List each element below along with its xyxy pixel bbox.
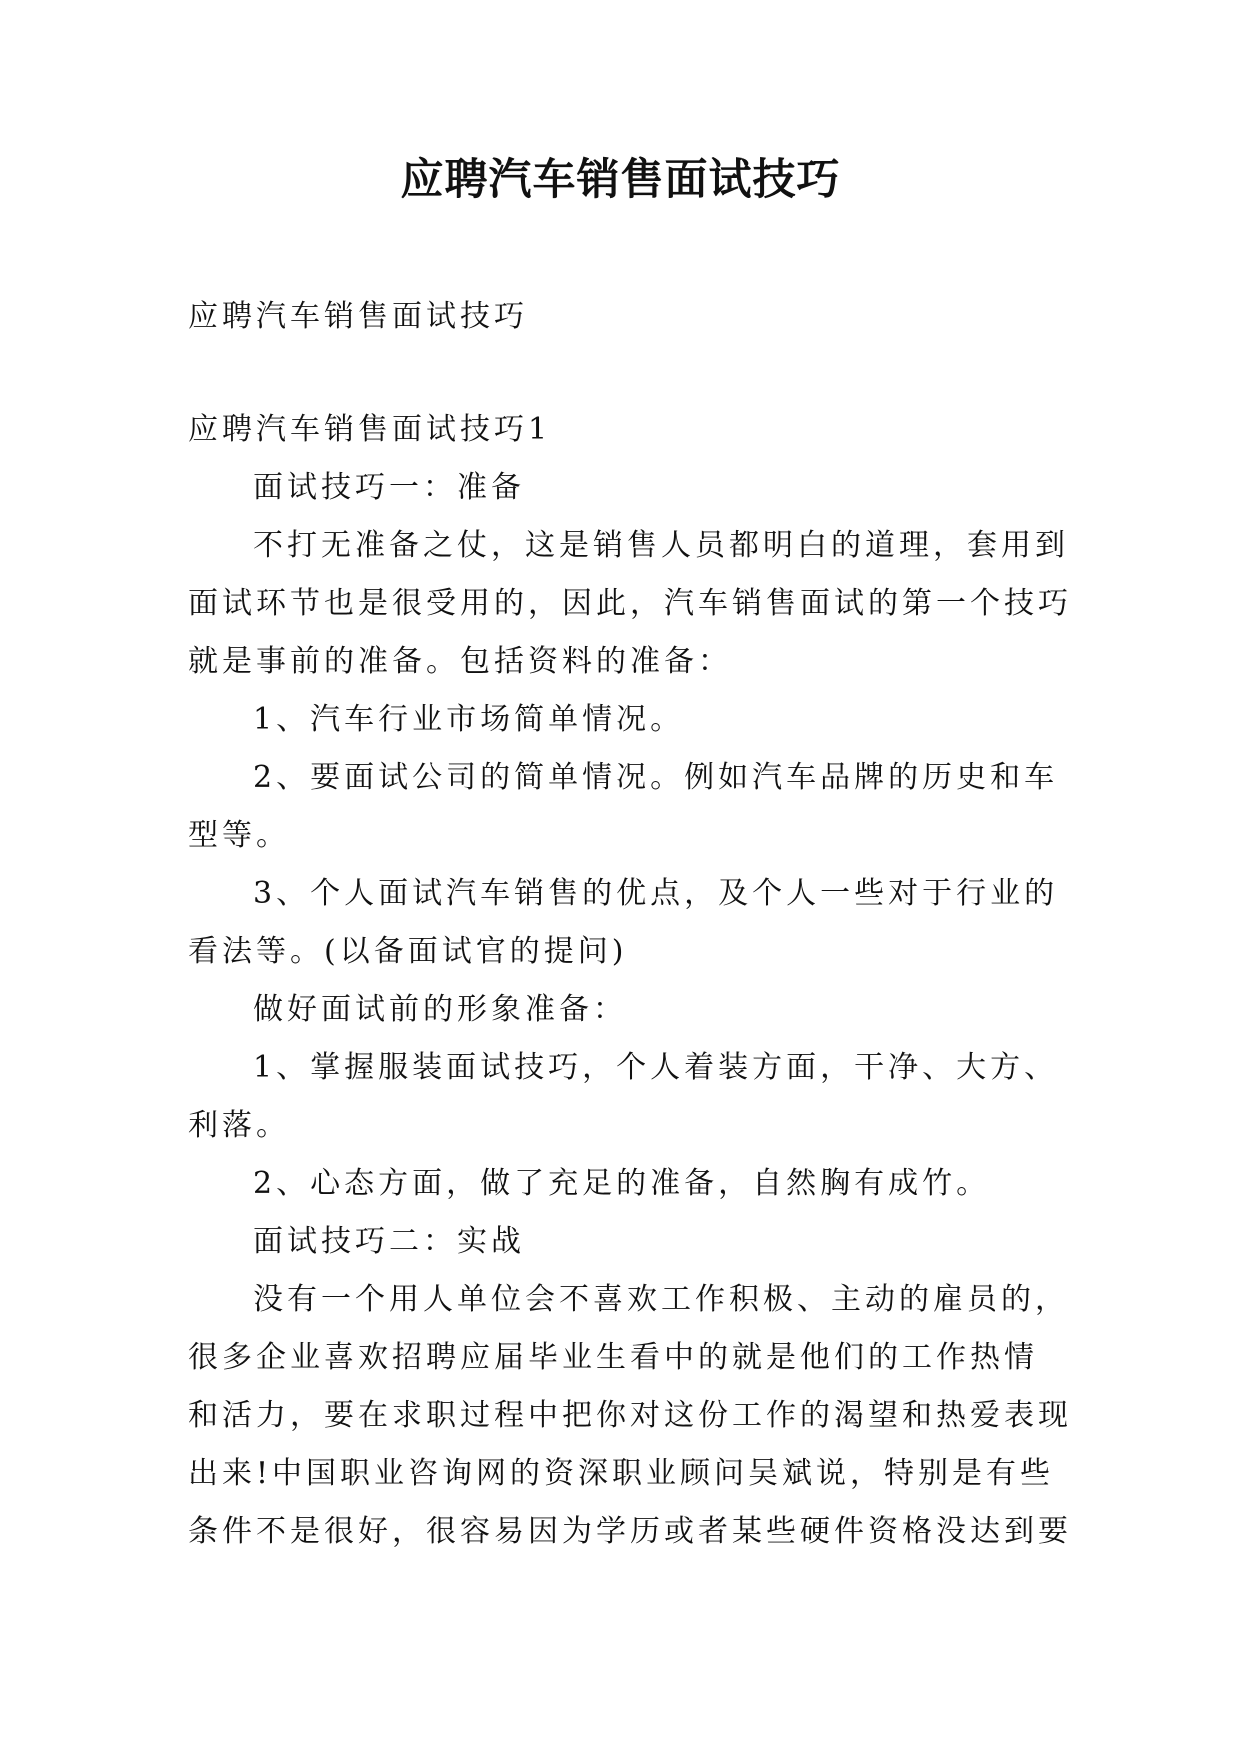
- paragraph-line: 型等。: [188, 818, 290, 853]
- paragraph-line: 很多企业喜欢招聘应届毕业生看中的就是他们的工作热情: [188, 1340, 1038, 1375]
- paragraph-line: 出来!中国职业咨询网的资深职业顾问吴斌说，特别是有些: [188, 1456, 1055, 1491]
- paragraph-line: 和活力，要在求职过程中把你对这份工作的渴望和热爱表现: [188, 1398, 1072, 1433]
- paragraph-line: 面试技巧一：准备: [253, 470, 525, 505]
- document-title: 应聘汽车销售面试技巧: [400, 155, 841, 205]
- section-heading: 应聘汽车销售面试技巧1: [188, 412, 552, 447]
- paragraph-line: 1、汽车行业市场简单情况。: [253, 702, 685, 737]
- subtitle-line: 应聘汽车销售面试技巧: [188, 299, 528, 334]
- paragraph-line: 利落。: [188, 1108, 290, 1143]
- paragraph-line: 不打无准备之仗，这是销售人员都明白的道理，套用到: [253, 528, 1069, 563]
- paragraph-line: 就是事前的准备。包括资料的准备：: [188, 644, 732, 679]
- paragraph-line: 2、要面试公司的简单情况。例如汽车品牌的历史和车: [253, 760, 1059, 795]
- paragraph-line: 1、掌握服装面试技巧，个人着装方面，干净、大方、: [253, 1050, 1059, 1085]
- paragraph-line: 面试环节也是很受用的，因此，汽车销售面试的第一个技巧: [188, 586, 1072, 621]
- paragraph-line: 条件不是很好，很容易因为学历或者某些硬件资格没达到要: [188, 1514, 1072, 1549]
- paragraph-line: 面试技巧二：实战: [253, 1224, 525, 1259]
- paragraph-line: 做好面试前的形象准备：: [253, 992, 627, 1027]
- paragraph-line: 3、个人面试汽车销售的优点，及个人一些对于行业的: [253, 876, 1059, 911]
- paragraph-line: 2、心态方面，做了充足的准备，自然胸有成竹。: [253, 1166, 991, 1201]
- paragraph-line: 没有一个用人单位会不喜欢工作积极、主动的雇员的，: [253, 1282, 1069, 1317]
- paragraph-line: 看法等。(以备面试官的提问): [188, 934, 628, 969]
